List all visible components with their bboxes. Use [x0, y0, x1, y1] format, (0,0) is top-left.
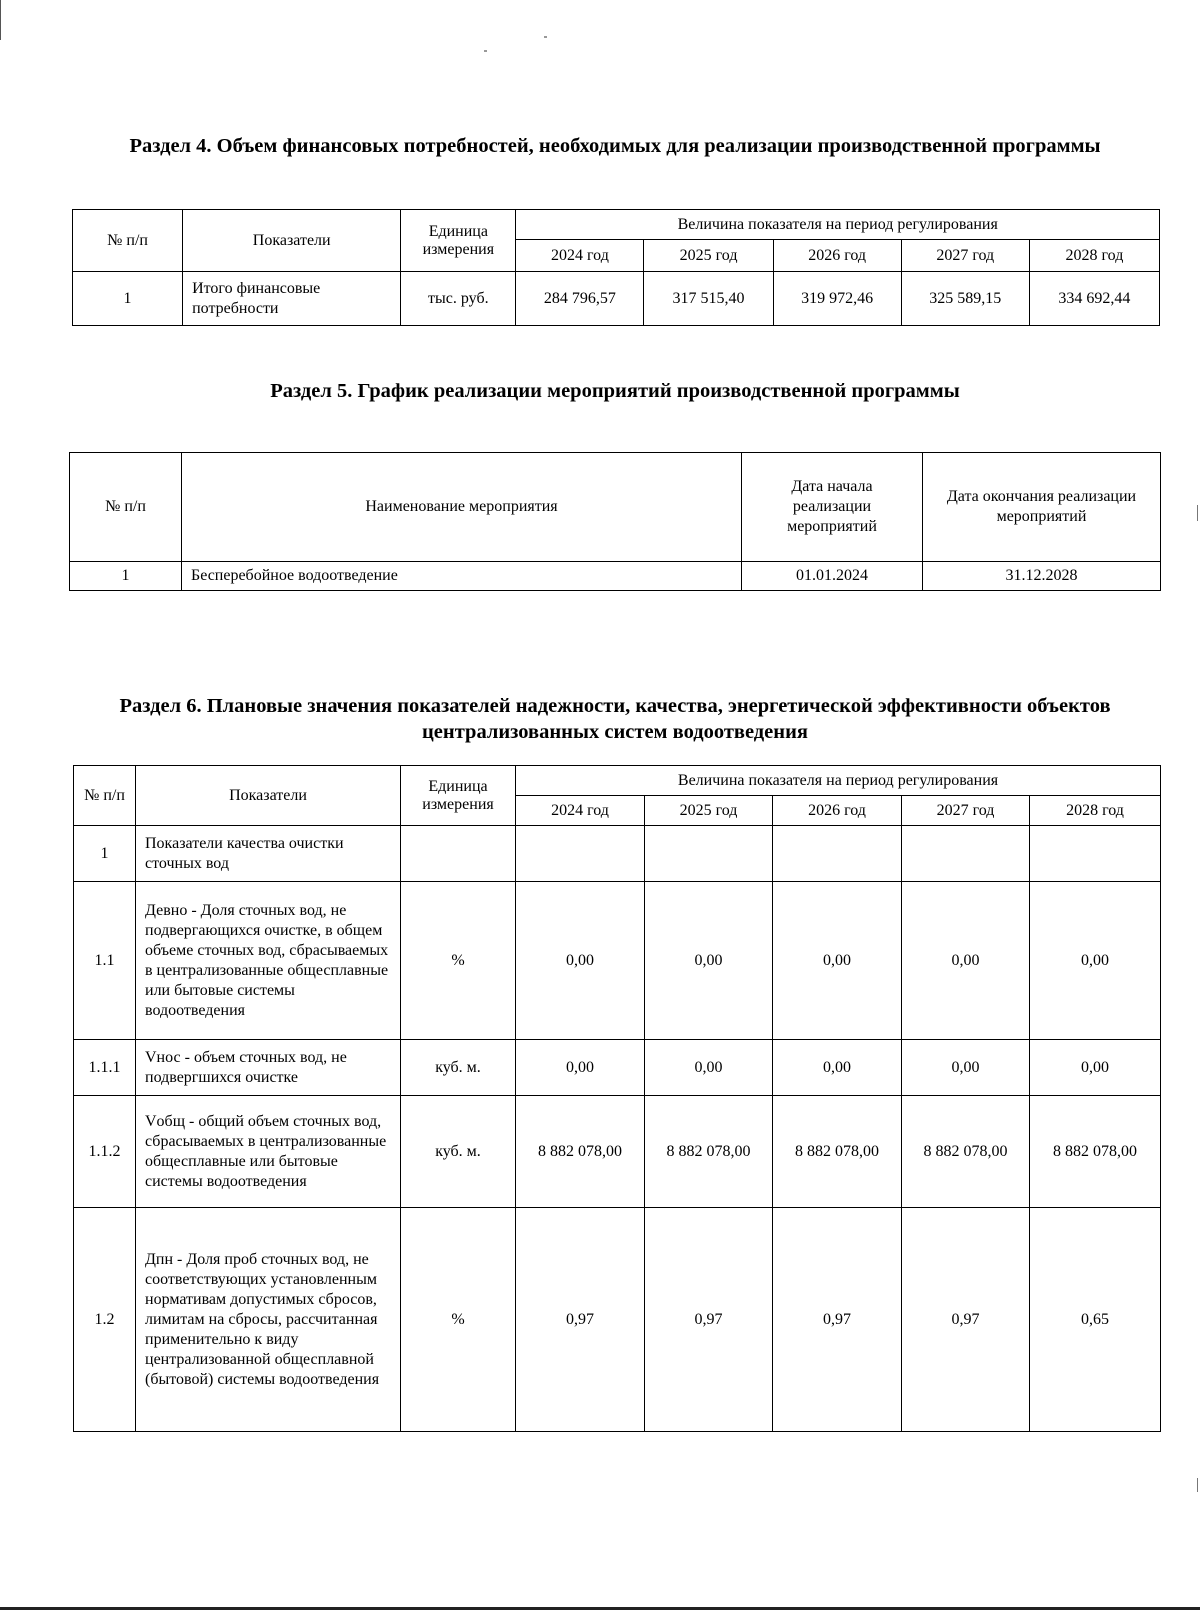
scan-edge [0, 0, 1, 40]
row-value: 0,00 [1030, 1040, 1161, 1096]
col-header-year: 2026 год [773, 240, 901, 272]
row-num: 1.1.2 [74, 1096, 136, 1208]
table-row [74, 826, 1161, 882]
table-row [70, 562, 1161, 591]
row-num: 1.2 [74, 1208, 136, 1432]
row-unit: куб. м. [401, 1040, 516, 1096]
col-header-value-group: Величина показателя на период регулирования [516, 766, 1161, 796]
row-value: 0,00 [645, 1040, 773, 1096]
table-row [74, 1040, 1161, 1096]
row-name: Бесперебойное водоотведение [182, 562, 742, 591]
row-value: 0,00 [902, 882, 1030, 1040]
row-indicator: Итого финансовые потребности [183, 272, 401, 326]
scan-speck [1197, 1478, 1198, 1492]
section6-table [73, 765, 1161, 1432]
scan-dust [544, 36, 547, 38]
row-unit: куб. м. [401, 1096, 516, 1208]
section4-title: Раздел 4. Объем финансовых потребностей, необходимых для реализации производственной программы [129, 135, 1101, 157]
col-header-year: 2027 год [901, 240, 1029, 272]
col-header-year: 2028 год [1029, 240, 1159, 272]
row-value: 0,00 [773, 1040, 902, 1096]
row-value: 0,97 [645, 1208, 773, 1432]
col-header-year: 2028 год [1030, 796, 1161, 826]
table-row [74, 882, 1161, 1040]
row-indicator: Девно - Доля сточных вод, не подвергающихся очистке, в общем объеме сточных вод, сбрасываемых в централизованные общесплавные или бытовые системы водоотведения [136, 882, 401, 1040]
row-value: 284 796,57 [516, 272, 644, 326]
col-header-unit: Единица измерения [401, 210, 516, 272]
row-value: 0,00 [773, 882, 902, 1040]
row-indicator: Дпн - Доля проб сточных вод, не соответствующих установленным нормативам допустимых сбросов, лимитам на сбросы, рассчитанная применительно к виду централизованной общесплавной (бытовой) системы водоотведения [136, 1208, 401, 1432]
row-value: 8 882 078,00 [1030, 1096, 1161, 1208]
col-header-year: 2026 год [773, 796, 902, 826]
row-unit: % [401, 1208, 516, 1432]
row-value: 0,00 [1030, 882, 1161, 1040]
row-value: 0,00 [902, 1040, 1030, 1096]
row-value: 319 972,46 [773, 272, 901, 326]
row-value [1030, 826, 1161, 882]
row-indicator: Vобщ - общий объем сточных вод, сбрасываемых в централизованные общесплавные или бытовые системы водоотведения [136, 1096, 401, 1208]
row-value: 0,97 [516, 1208, 645, 1432]
row-indicator: Показатели качества очистки сточных вод [136, 826, 401, 882]
row-value: 334 692,44 [1029, 272, 1159, 326]
col-header-year: 2025 год [644, 240, 773, 272]
row-value: 0,00 [516, 1040, 645, 1096]
table-row [74, 1208, 1161, 1432]
row-unit [401, 826, 516, 882]
scan-dust [484, 50, 487, 52]
row-value: 8 882 078,00 [516, 1096, 645, 1208]
row-value [516, 826, 645, 882]
section6-title: Раздел 6. Плановые значения показателей надежности, качества, энергетической эффективности объектов централизованных систем водоотведения [119, 695, 1111, 743]
section4-table [72, 209, 1160, 326]
row-start-date: 01.01.2024 [742, 562, 923, 591]
row-num: 1 [70, 562, 182, 591]
col-header-value-group: Величина показателя на период регулирования [516, 210, 1160, 240]
row-value: 8 882 078,00 [645, 1096, 773, 1208]
row-value: 0,97 [773, 1208, 902, 1432]
row-value: 0,00 [645, 882, 773, 1040]
col-header-year: 2024 год [516, 240, 644, 272]
row-value: 0,00 [516, 882, 645, 1040]
row-value: 0,65 [1030, 1208, 1161, 1432]
row-num: 1 [73, 272, 183, 326]
table-row [74, 1096, 1161, 1208]
col-header-year: 2025 год [645, 796, 773, 826]
row-indicator: Vнос - объем сточных вод, не подвергшихся очистке [136, 1040, 401, 1096]
row-value: 317 515,40 [644, 272, 773, 326]
row-num: 1 [74, 826, 136, 882]
col-header-name: Наименование мероприятия [182, 453, 742, 562]
col-header-end-date: Дата окончания реализации мероприятий [923, 453, 1161, 562]
row-value [773, 826, 902, 882]
row-value: 8 882 078,00 [902, 1096, 1030, 1208]
row-num: 1.1.1 [74, 1040, 136, 1096]
col-header-num: № п/п [74, 766, 136, 826]
scan-speck [1197, 505, 1198, 521]
row-value: 0,97 [902, 1208, 1030, 1432]
section5-table [69, 452, 1161, 591]
col-header-year: 2024 год [516, 796, 645, 826]
row-value: 8 882 078,00 [773, 1096, 902, 1208]
col-header-start-date: Дата начала реализации мероприятий [742, 453, 923, 562]
row-unit: тыс. руб. [401, 272, 516, 326]
col-header-unit: Единица измерения [401, 766, 516, 826]
col-header-num: № п/п [70, 453, 182, 562]
row-end-date: 31.12.2028 [923, 562, 1161, 591]
row-num: 1.1 [74, 882, 136, 1040]
row-value: 325 589,15 [901, 272, 1029, 326]
row-value [902, 826, 1030, 882]
table-row [73, 272, 1160, 326]
col-header-indicator: Показатели [183, 210, 401, 272]
section5-title: Раздел 5. График реализации мероприятий производственной программы [270, 380, 960, 402]
row-unit: % [401, 882, 516, 1040]
col-header-num: № п/п [73, 210, 183, 272]
row-value [645, 826, 773, 882]
col-header-indicator: Показатели [136, 766, 401, 826]
col-header-year: 2027 год [902, 796, 1030, 826]
